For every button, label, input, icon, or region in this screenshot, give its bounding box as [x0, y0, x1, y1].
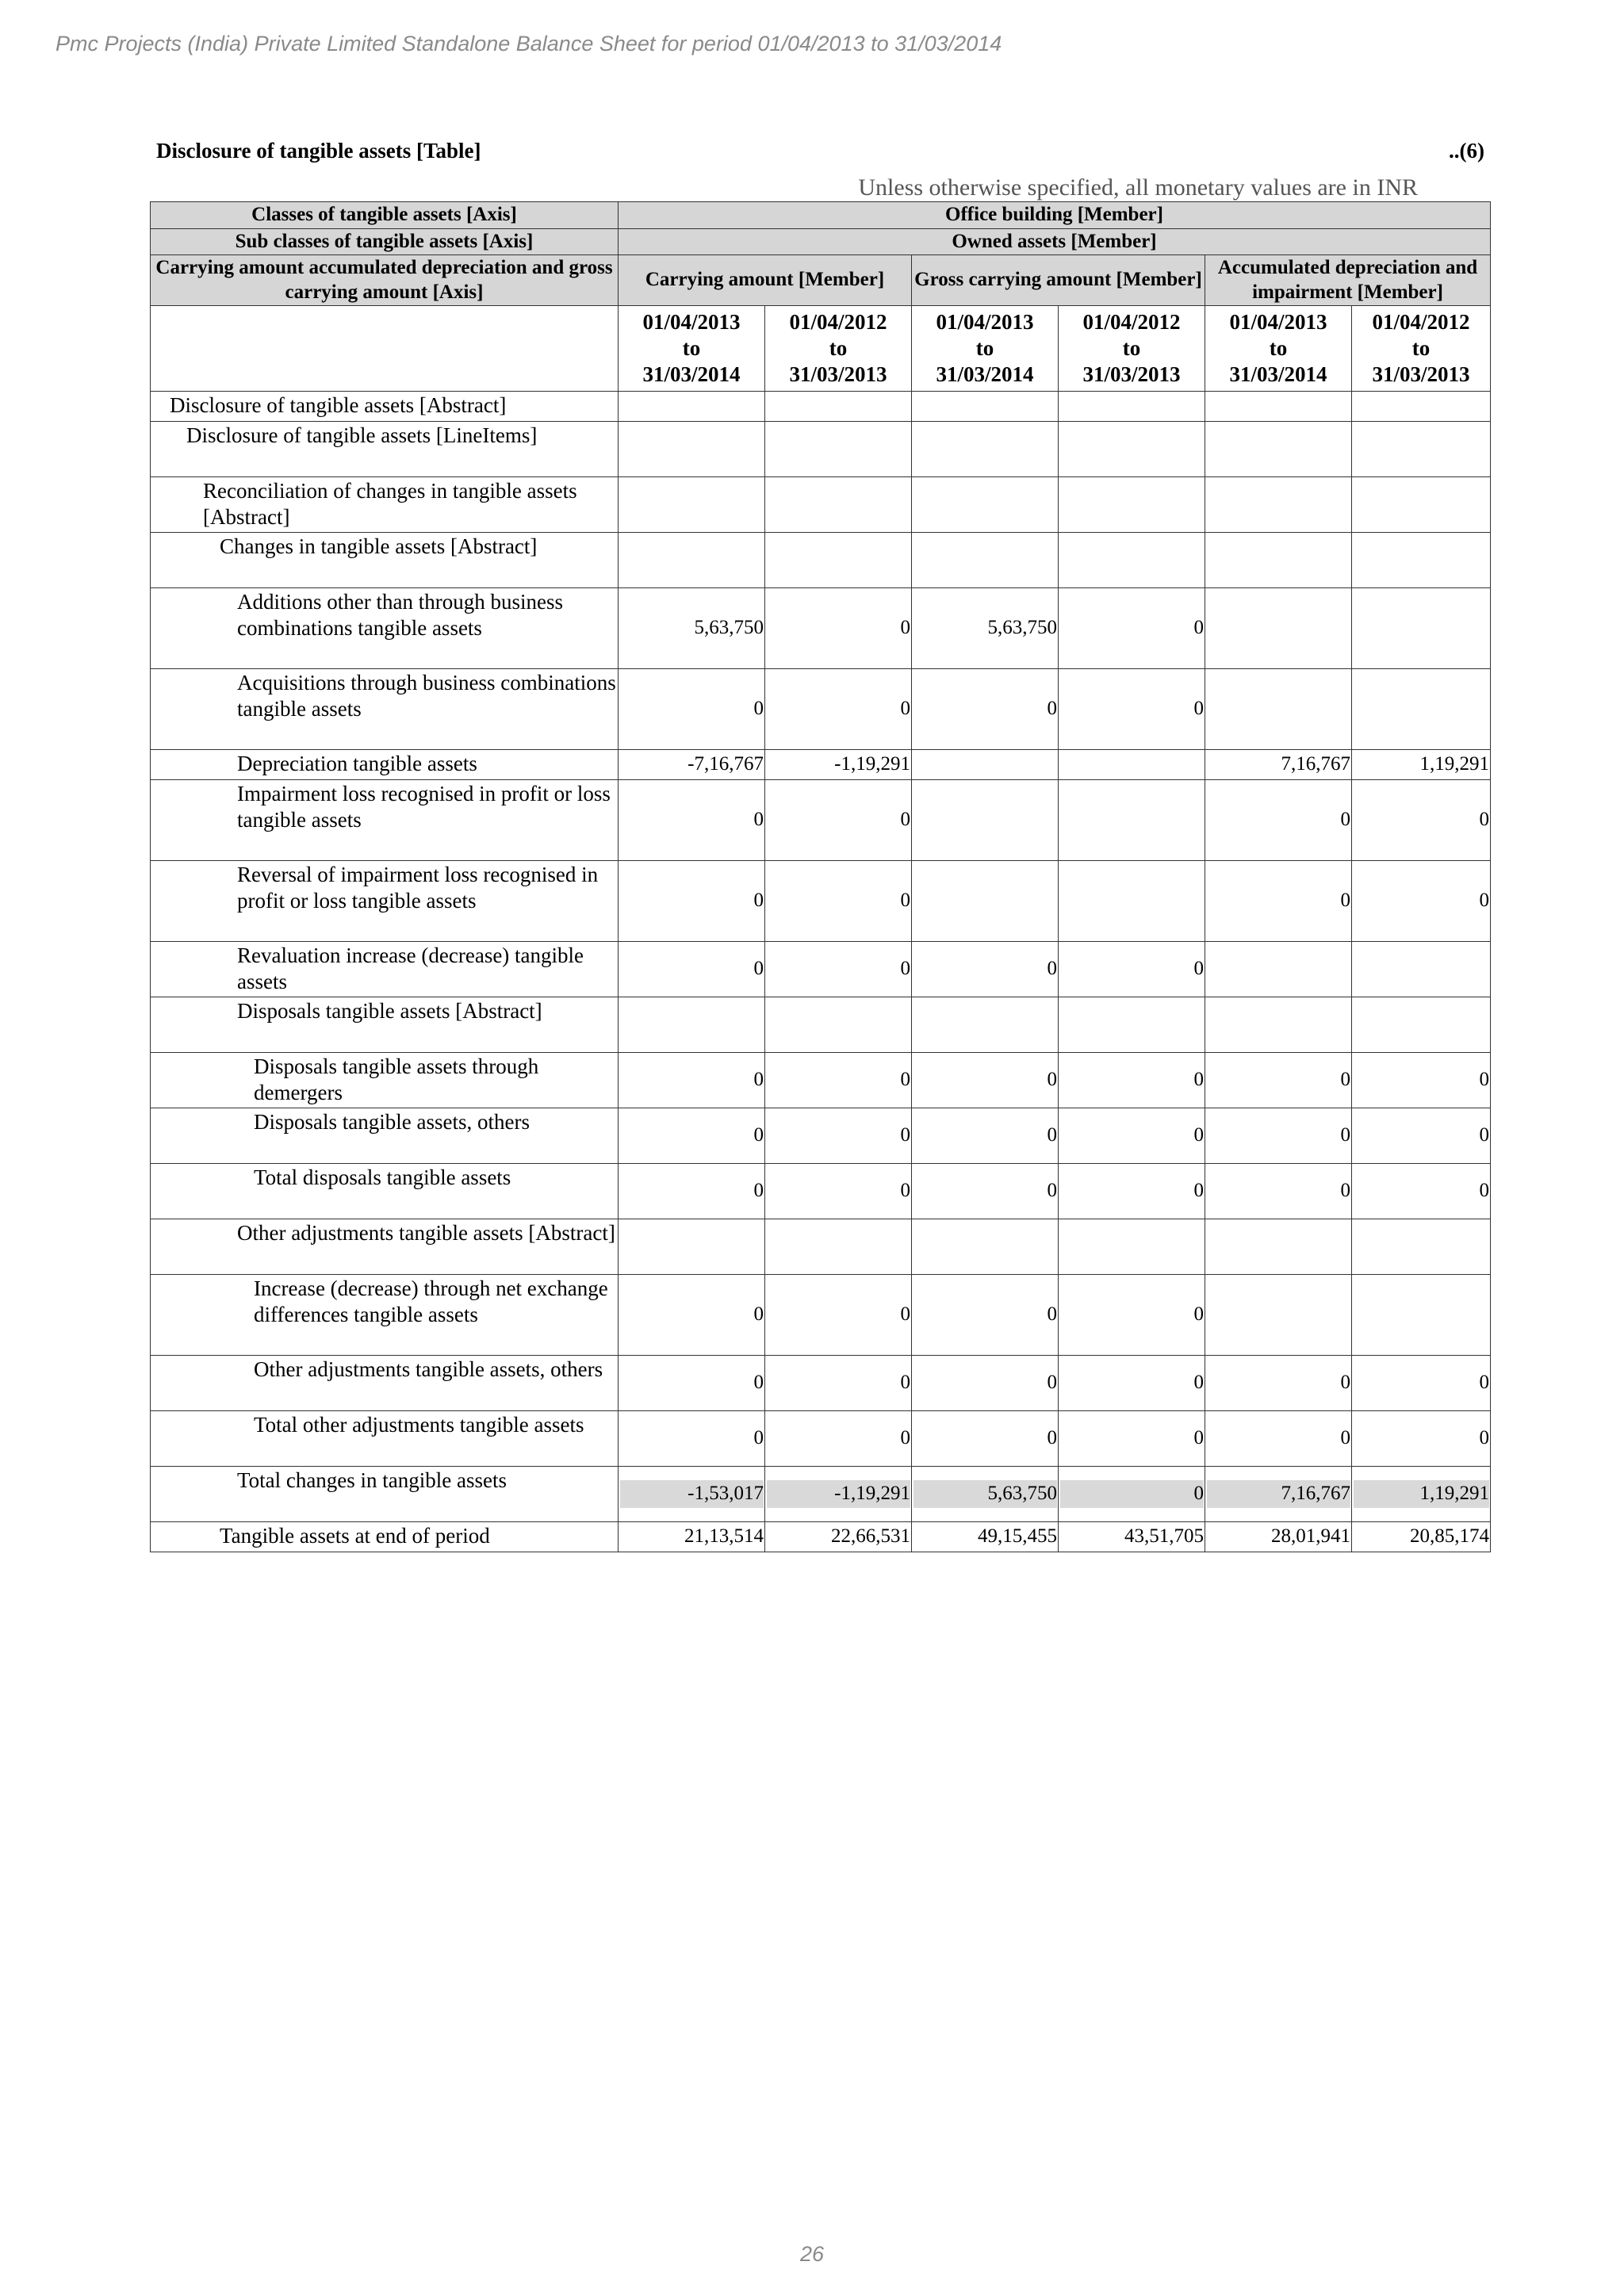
value-cell: 5,63,750	[912, 587, 1059, 668]
value-cell	[1205, 532, 1352, 587]
table-title: Disclosure of tangible assets [Table]	[156, 139, 481, 163]
period-header	[912, 306, 1059, 392]
subclasses-axis-label: Sub classes of tangible assets [Axis]	[151, 228, 619, 255]
classes-axis-member: Office building [Member]	[619, 202, 1491, 229]
value-cell: 0	[765, 941, 912, 997]
table-body	[151, 391, 1491, 1552]
table-row	[151, 421, 1491, 476]
unit-note: Unless otherwise specified, all monetary values are in INR	[858, 174, 1418, 201]
value-cell: 0	[765, 1108, 912, 1163]
value-cell: 0	[1205, 1410, 1352, 1466]
value-cell	[765, 997, 912, 1052]
value-cell: 0	[1205, 1108, 1352, 1163]
table-row	[151, 532, 1491, 587]
value-cell: 0	[1205, 1052, 1352, 1108]
table-row	[151, 1052, 1491, 1108]
page-number: 26	[799, 2242, 825, 2266]
value-cell: 0	[1059, 1163, 1205, 1219]
table-row	[151, 1466, 1491, 1521]
value-cell	[765, 391, 912, 421]
table-row	[151, 1219, 1491, 1274]
table-row	[151, 1521, 1491, 1552]
value-text: -1,53,017	[620, 1480, 764, 1508]
value-cell: 0	[765, 779, 912, 860]
value-cell	[1205, 391, 1352, 421]
value-cell	[1352, 941, 1491, 997]
value-cell	[1059, 749, 1205, 779]
table-row	[151, 860, 1491, 941]
value-cell: 0	[912, 941, 1059, 997]
value-cell	[1059, 997, 1205, 1052]
period-to-word: to	[1122, 335, 1141, 360]
value-cell	[1352, 1466, 1491, 1521]
value-cell: 0	[765, 860, 912, 941]
value-cell: 0	[765, 668, 912, 749]
value-cell	[912, 1219, 1059, 1274]
period-to-word: to	[975, 335, 994, 360]
period-from: 01/04/2012	[1372, 310, 1470, 334]
value-cell: 0	[619, 1410, 765, 1466]
value-cell	[619, 997, 765, 1052]
value-cell: 1,19,291	[1352, 749, 1491, 779]
table-row	[151, 476, 1491, 532]
value-cell: -7,16,767	[619, 749, 765, 779]
period-from: 01/04/2012	[789, 310, 887, 334]
period-from: 01/04/2012	[1082, 310, 1181, 334]
period-header-blank	[151, 306, 619, 392]
classes-axis-label: Classes of tangible assets [Axis]	[151, 202, 619, 229]
value-cell: 21,13,514	[619, 1521, 765, 1552]
table-row	[151, 1274, 1491, 1355]
value-cell: 0	[1205, 1163, 1352, 1219]
period-to-word: to	[1269, 335, 1288, 360]
value-cell	[1352, 1274, 1491, 1355]
value-cell: 0	[1059, 1355, 1205, 1410]
accumulated-depreciation-member: Accumulated depreciation and impairment [Member]	[1205, 255, 1491, 306]
value-cell	[1059, 391, 1205, 421]
value-cell	[912, 476, 1059, 532]
value-cell	[912, 860, 1059, 941]
value-cell: 0	[1352, 1355, 1491, 1410]
gross-carrying-member: Gross carrying amount [Member]	[912, 255, 1205, 306]
period-from: 01/04/2013	[642, 310, 741, 334]
row-label: Disclosure of tangible assets [Abstract]	[151, 391, 619, 421]
value-cell: 0	[1352, 860, 1491, 941]
value-cell	[1059, 1219, 1205, 1274]
value-cell	[1205, 997, 1352, 1052]
value-cell: 0	[1059, 941, 1205, 997]
period-to: 31/03/2014	[1229, 362, 1327, 386]
value-cell: 0	[912, 1108, 1059, 1163]
value-cell	[1059, 1466, 1205, 1521]
table-row	[151, 391, 1491, 421]
value-cell	[619, 391, 765, 421]
row-label: Disposals tangible assets [Abstract]	[151, 997, 619, 1052]
tangible-assets-table	[150, 201, 1491, 1552]
table-row	[151, 1108, 1491, 1163]
table-row	[151, 941, 1491, 997]
value-cell	[1059, 476, 1205, 532]
period-to: 31/03/2014	[936, 362, 1034, 386]
value-cell: 0	[765, 1163, 912, 1219]
value-cell: 0	[912, 1274, 1059, 1355]
value-cell: 0	[1205, 1355, 1352, 1410]
value-text: 5,63,750	[914, 1480, 1057, 1508]
value-cell	[765, 476, 912, 532]
value-cell	[619, 476, 765, 532]
period-to-word: to	[1411, 335, 1431, 360]
value-cell	[1205, 476, 1352, 532]
value-cell: 5,63,750	[619, 587, 765, 668]
value-cell: 0	[1059, 668, 1205, 749]
value-text: 0	[1060, 1480, 1204, 1508]
table-row	[151, 1410, 1491, 1466]
period-header-row	[151, 306, 1491, 392]
row-label: Reconciliation of changes in tangible assets [Abstract]	[151, 476, 619, 532]
value-cell: 0	[765, 1410, 912, 1466]
row-label: Impairment loss recognised in profit or loss tangible assets	[151, 779, 619, 860]
value-cell: 0	[765, 1052, 912, 1108]
value-cell: 0	[912, 1163, 1059, 1219]
row-label: Tangible assets at end of period	[151, 1521, 619, 1552]
table-row	[151, 587, 1491, 668]
value-cell	[1352, 1219, 1491, 1274]
row-label: Disclosure of tangible assets [LineItems]	[151, 421, 619, 476]
value-cell	[912, 1466, 1059, 1521]
value-cell	[765, 1466, 912, 1521]
period-header	[1059, 306, 1205, 392]
table-row	[151, 1355, 1491, 1410]
value-cell	[1352, 997, 1491, 1052]
value-cell: 0	[1352, 1163, 1491, 1219]
value-cell	[912, 421, 1059, 476]
value-cell: -1,19,291	[765, 749, 912, 779]
period-header	[765, 306, 912, 392]
value-cell: 0	[619, 668, 765, 749]
value-cell	[912, 779, 1059, 860]
row-label: Total changes in tangible assets	[151, 1466, 619, 1521]
value-cell	[619, 421, 765, 476]
value-cell	[765, 1219, 912, 1274]
value-cell: 0	[619, 1163, 765, 1219]
row-label: Increase (decrease) through net exchange differences tangible assets	[151, 1274, 619, 1355]
value-cell	[1059, 421, 1205, 476]
row-label: Acquisitions through business combinations tangible assets	[151, 668, 619, 749]
value-cell	[1352, 668, 1491, 749]
value-cell	[1352, 391, 1491, 421]
value-cell: 20,85,174	[1352, 1521, 1491, 1552]
value-cell	[619, 1219, 765, 1274]
period-to-word: to	[682, 335, 701, 360]
row-label: Changes in tangible assets [Abstract]	[151, 532, 619, 587]
page-header: Pmc Projects (India) Private Limited Standalone Balance Sheet for period 01/04/2013 to 31/03/2014	[56, 32, 1002, 55]
period-from: 01/04/2013	[936, 310, 1034, 334]
row-label: Total other adjustments tangible assets	[151, 1410, 619, 1466]
value-cell	[1352, 421, 1491, 476]
row-label: Reversal of impairment loss recognised in profit or loss tangible assets	[151, 860, 619, 941]
table-row	[151, 749, 1491, 779]
value-cell: 49,15,455	[912, 1521, 1059, 1552]
period-to-word: to	[829, 335, 848, 360]
value-cell	[1205, 1219, 1352, 1274]
value-cell	[1059, 779, 1205, 860]
value-cell	[1352, 476, 1491, 532]
value-cell: 0	[912, 1355, 1059, 1410]
period-header	[1352, 306, 1491, 392]
value-text: 1,19,291	[1354, 1480, 1489, 1508]
value-cell	[912, 997, 1059, 1052]
value-cell: 0	[1352, 1108, 1491, 1163]
value-cell	[912, 391, 1059, 421]
value-cell: 0	[912, 668, 1059, 749]
carrying-axis-label: Carrying amount accumulated depreciation and gross carrying amount [Axis]	[151, 255, 619, 306]
value-cell: 0	[765, 1274, 912, 1355]
period-to: 31/03/2013	[789, 362, 887, 386]
period-to: 31/03/2014	[642, 362, 741, 386]
row-label: Total disposals tangible assets	[151, 1163, 619, 1219]
period-from: 01/04/2013	[1229, 310, 1327, 334]
value-cell: 7,16,767	[1205, 749, 1352, 779]
value-cell: 0	[619, 1355, 765, 1410]
value-cell	[1205, 941, 1352, 997]
value-cell: 0	[1205, 860, 1352, 941]
value-cell	[1205, 1466, 1352, 1521]
value-cell: 0	[1059, 1274, 1205, 1355]
period-to: 31/03/2013	[1082, 362, 1181, 386]
value-cell: 0	[1059, 1410, 1205, 1466]
row-label: Other adjustments tangible assets [Abstract]	[151, 1219, 619, 1274]
value-cell: 0	[1059, 1052, 1205, 1108]
value-cell: 0	[619, 1274, 765, 1355]
table-row	[151, 997, 1491, 1052]
value-cell	[912, 749, 1059, 779]
carrying-amount-member: Carrying amount [Member]	[619, 255, 912, 306]
value-cell: 0	[1059, 1108, 1205, 1163]
value-cell	[619, 1466, 765, 1521]
value-cell: 0	[619, 1052, 765, 1108]
value-cell	[765, 421, 912, 476]
value-text: 7,16,767	[1207, 1480, 1350, 1508]
period-to: 31/03/2013	[1372, 362, 1470, 386]
value-cell	[1205, 587, 1352, 668]
value-cell	[619, 532, 765, 587]
value-cell: 0	[765, 1355, 912, 1410]
row-label: Disposals tangible assets through demergers	[151, 1052, 619, 1108]
row-label: Additions other than through business combinations tangible assets	[151, 587, 619, 668]
value-cell	[1352, 587, 1491, 668]
value-cell	[1352, 532, 1491, 587]
value-cell: 43,51,705	[1059, 1521, 1205, 1552]
value-cell: 0	[1352, 1052, 1491, 1108]
value-cell: 0	[619, 1108, 765, 1163]
value-cell: 28,01,941	[1205, 1521, 1352, 1552]
row-label: Revaluation increase (decrease) tangible assets	[151, 941, 619, 997]
value-cell	[1059, 532, 1205, 587]
value-cell	[912, 532, 1059, 587]
value-cell: 0	[619, 860, 765, 941]
value-cell	[1059, 860, 1205, 941]
value-text: -1,19,291	[767, 1480, 910, 1508]
period-header	[619, 306, 765, 392]
value-cell: 0	[1059, 587, 1205, 668]
row-label: Depreciation tangible assets	[151, 749, 619, 779]
value-cell: 0	[619, 779, 765, 860]
value-cell: 0	[1205, 779, 1352, 860]
value-cell: 0	[912, 1052, 1059, 1108]
subclasses-axis-member: Owned assets [Member]	[619, 228, 1491, 255]
table-number: ..(6)	[1449, 139, 1484, 163]
value-cell	[1205, 668, 1352, 749]
period-header	[1205, 306, 1352, 392]
value-cell: 22,66,531	[765, 1521, 912, 1552]
value-cell	[765, 532, 912, 587]
value-cell: 0	[1352, 779, 1491, 860]
table-row	[151, 779, 1491, 860]
row-label: Disposals tangible assets, others	[151, 1108, 619, 1163]
value-cell: 0	[912, 1410, 1059, 1466]
value-cell	[1205, 1274, 1352, 1355]
value-cell	[1205, 421, 1352, 476]
value-cell: 0	[619, 941, 765, 997]
table-row	[151, 668, 1491, 749]
table-row	[151, 1163, 1491, 1219]
row-label: Other adjustments tangible assets, others	[151, 1355, 619, 1410]
value-cell: 0	[1352, 1410, 1491, 1466]
value-cell: 0	[765, 587, 912, 668]
